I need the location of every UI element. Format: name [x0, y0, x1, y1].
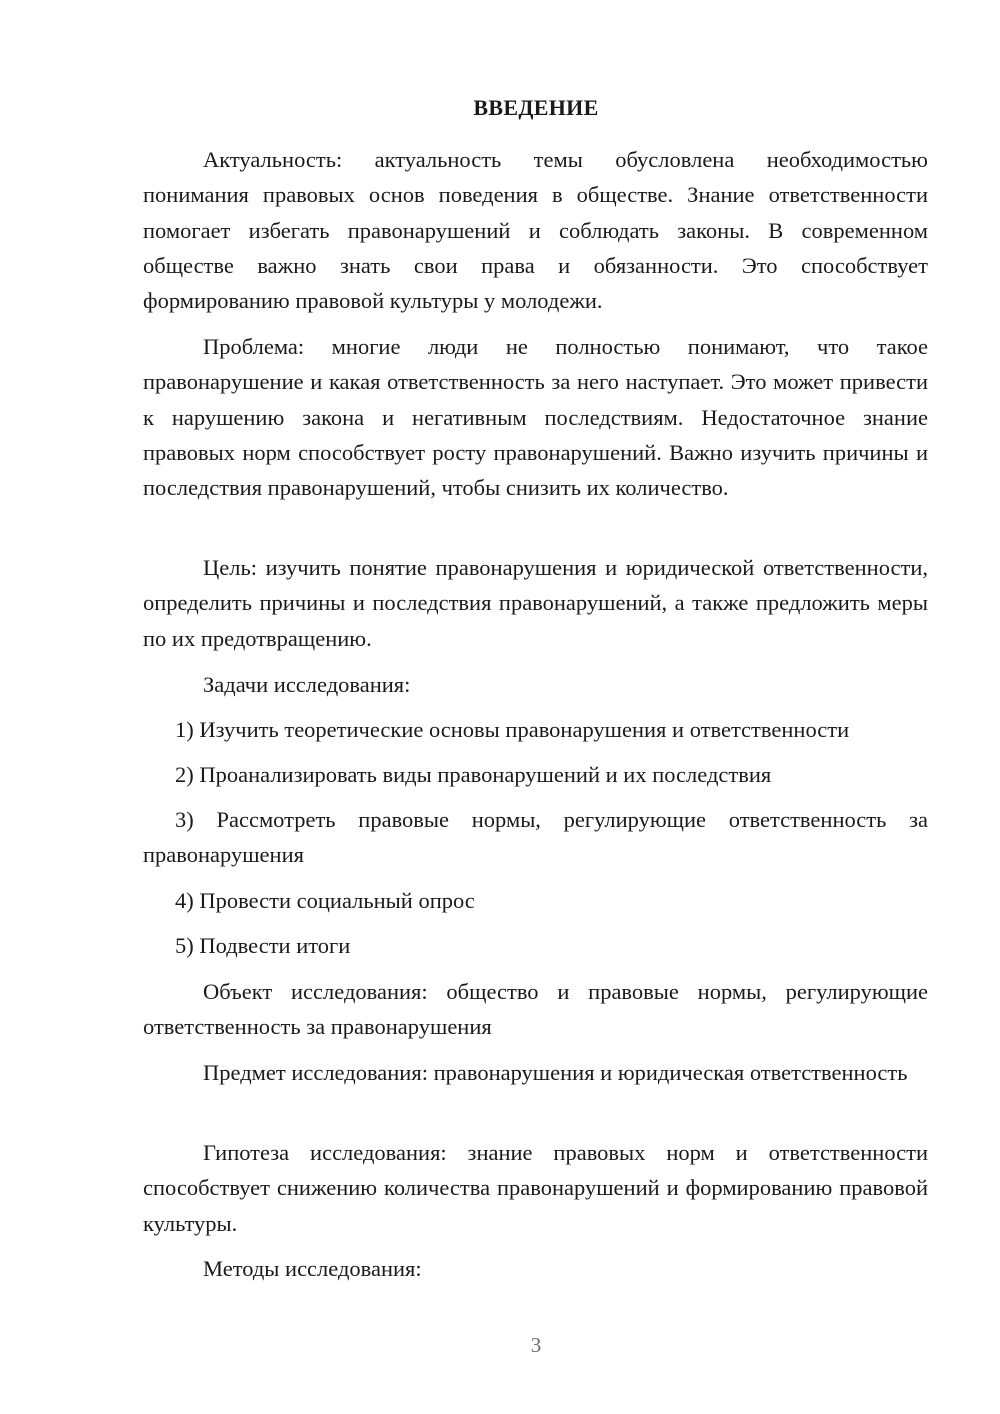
paragraph-hypothesis: Гипотеза исследования: знание правовых норм и ответственности способствует снижению количества правонарушений и формированию правовой культуры.	[143, 1140, 928, 1236]
paragraph-goal: Цель: изучить понятие правонарушения и юридической ответственности, определить причины и последствия правонарушений, а также предложить меры по их предотвращению.	[143, 555, 928, 651]
task-item-4: 4) Провести социальный опрос	[175, 888, 475, 913]
paragraph-subject: Предмет исследования: правонарушения и юридическая ответственность	[203, 1060, 908, 1085]
task-item-2: 2) Проанализировать виды правонарушений и их последствия	[175, 762, 772, 787]
tasks-heading: Задачи исследования:	[203, 672, 411, 697]
section-title: ВВЕДЕНИЕ	[473, 95, 599, 120]
page-number: 3	[530, 1333, 542, 1357]
task-item-1: 1) Изучить теоретические основы правонарушения и ответственности	[175, 717, 850, 742]
paragraph-relevance: Актуальность: актуальность темы обусловлена необходимостью понимания правовых основ поведения в обществе. Знание ответственности помогает избегать правонарушений и соблюдать законы. В современном обществе важно знать свои права и обязанности. Это способствует формированию правовой культуры у молодежи.	[143, 147, 928, 314]
paragraph-object: Объект исследования: общество и правовые нормы, регулирующие ответственность за правонарушения	[143, 979, 928, 1040]
methods-heading: Методы исследования:	[203, 1256, 422, 1281]
task-item-5: 5) Подвести итоги	[175, 933, 351, 958]
paragraph-problem: Проблема: многие люди не полностью понимают, что такое правонарушение и какая ответственность за него наступает. Это может привести к нарушению закона и негативным последствиям. Недостаточное знание правовых норм способствует росту правонарушений. Важно изучить причины и последствия правонарушений, чтобы снизить их количество.	[143, 334, 928, 501]
task-item-3: 3) Рассмотреть правовые нормы, регулирующие ответственность за правонарушения	[143, 807, 928, 868]
